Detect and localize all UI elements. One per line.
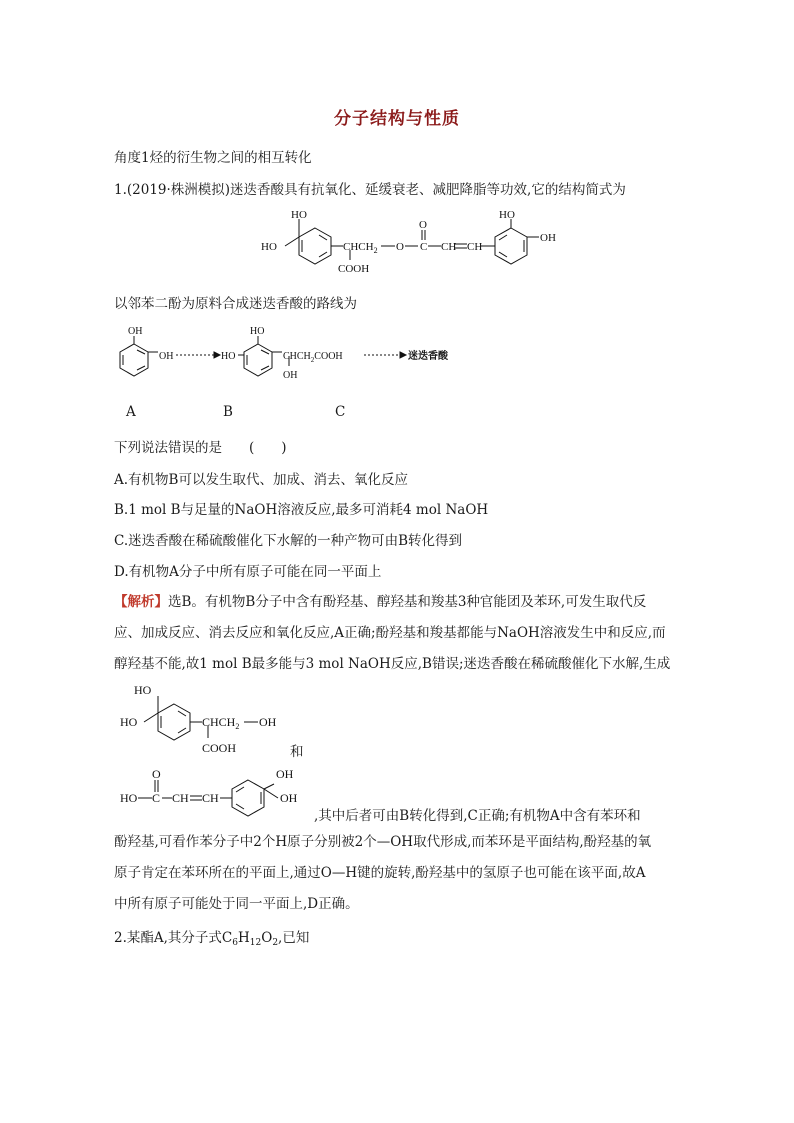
route-b-ho-left: HO xyxy=(221,351,236,362)
carbonyl-oxygen-label: O xyxy=(419,219,427,231)
option-d: D.有机物A分子中所有原子可能在同一平面上 xyxy=(114,564,382,580)
label-c: C xyxy=(335,404,346,420)
p2-oh-right: OH xyxy=(280,791,298,805)
analysis-line-1: 选B。有机物B分子中含有酚羟基、醇羟基和羧基3种官能团及苯环,可发生取代反 xyxy=(168,594,647,610)
option-a: A.有机物B可以发生取代、加成、消去、氧化反应 xyxy=(114,472,408,488)
hydrolysis-product-1-structure xyxy=(116,680,306,760)
section-heading: 角度1烃的衍生物之间的相互转化 xyxy=(114,150,312,166)
p1-ho-top: HO xyxy=(134,683,152,697)
analysis-tail-3: 中所有原子可能处于同一平面上,D正确。 xyxy=(114,896,359,912)
p2-ch-2: CH xyxy=(202,791,219,805)
option-c: C.迷迭香酸在稀硫酸催化下水解的一种产物可由B转化得到 xyxy=(114,533,463,549)
carbonyl-carbon-label: C xyxy=(420,241,428,253)
question-1-stem: 1.(2019·株洲模拟)迷迭香酸具有抗氧化、延缓衰老、减肥降脂等功效,它的结构简式为 xyxy=(114,182,626,198)
label-a: A xyxy=(126,404,136,420)
hydrolysis-product-2-structure xyxy=(116,762,316,832)
analysis-block xyxy=(114,587,684,680)
p2-ho: HO xyxy=(120,791,138,805)
cooh-label: COOH xyxy=(338,263,370,275)
label-b: B xyxy=(223,404,233,420)
question-2-stem: 2.某酯A,其分子式$C_6H_{12}O_2$,已知 xyxy=(114,930,310,948)
chch2-label: $CHCH_2$ xyxy=(343,241,378,255)
p2-c: C xyxy=(152,791,161,805)
rosmarinic-acid-structure xyxy=(255,202,585,282)
ho-label-top: HO xyxy=(291,209,307,221)
p1-ho-left: HO xyxy=(120,715,138,729)
route-intro: 以邻苯二酚为原料合成迷迭香酸的路线为 xyxy=(114,296,357,312)
p2-oh-top: OH xyxy=(276,767,294,781)
p1-cooh: COOH xyxy=(202,741,237,755)
route-a-oh-side: OH xyxy=(159,351,174,362)
route-product-label: 迷迭香酸 xyxy=(408,351,448,362)
ch-label-2: CH xyxy=(467,241,483,253)
ester-oxygen-label: O xyxy=(396,241,404,253)
analysis-tag: 【解析】 xyxy=(114,594,168,610)
route-b-chain: $CHCH_2COOH$ xyxy=(283,351,343,364)
page-title: 分子结构与性质 xyxy=(334,109,460,129)
analysis-continuation: ,其中后者可由B转化得到,C正确;有机物A中含有苯环和 xyxy=(314,808,641,824)
ho-label-left: HO xyxy=(261,241,277,253)
p1-oh: OH xyxy=(259,715,277,729)
option-b: B.1 mol B与足量的NaOH溶液反应,最多可消耗4 mol NaOH xyxy=(114,502,489,518)
p2-carbonyl-o: O xyxy=(152,767,161,781)
ch-label-1: CH xyxy=(441,241,457,253)
p2-ch-1: CH xyxy=(172,791,189,805)
route-b-ho-top: HO xyxy=(250,326,265,337)
p1-chch2: $CHCH_2$ xyxy=(202,715,240,731)
analysis-tail-1: 酚羟基,可看作苯分子中2个H原子分别被2个—OH取代形成,而苯环是平面结构,酚羟基的氧 xyxy=(114,834,652,850)
question-prompt: 下列说法错误的是 ( ) xyxy=(114,440,287,456)
route-a-oh-top: OH xyxy=(128,326,143,337)
analysis-line-2: 应、加成反应、消去反应和氧化反应,A正确;酚羟基和羧基都能与NaOH溶液发生中和反应,而 xyxy=(114,625,666,641)
analysis-tail-2: 原子肯定在苯环所在的平面上,通过O—H键的旋转,酚羟基中的氢原子也可能在该平面,故A xyxy=(114,865,646,881)
analysis-tail-block xyxy=(114,827,684,920)
ho-label-right-top: HO xyxy=(499,209,515,221)
route-b-oh-bottom: OH xyxy=(283,370,298,381)
oh-label-right: OH xyxy=(540,232,556,244)
synthesis-route-diagram xyxy=(112,322,472,392)
analysis-line-3: 醇羟基不能,故1 mol B最多能与3 mol NaOH反应,B错误;迷迭香酸在稀硫酸催化下水解,生成 xyxy=(114,656,671,672)
and-word: 和 xyxy=(290,744,304,760)
